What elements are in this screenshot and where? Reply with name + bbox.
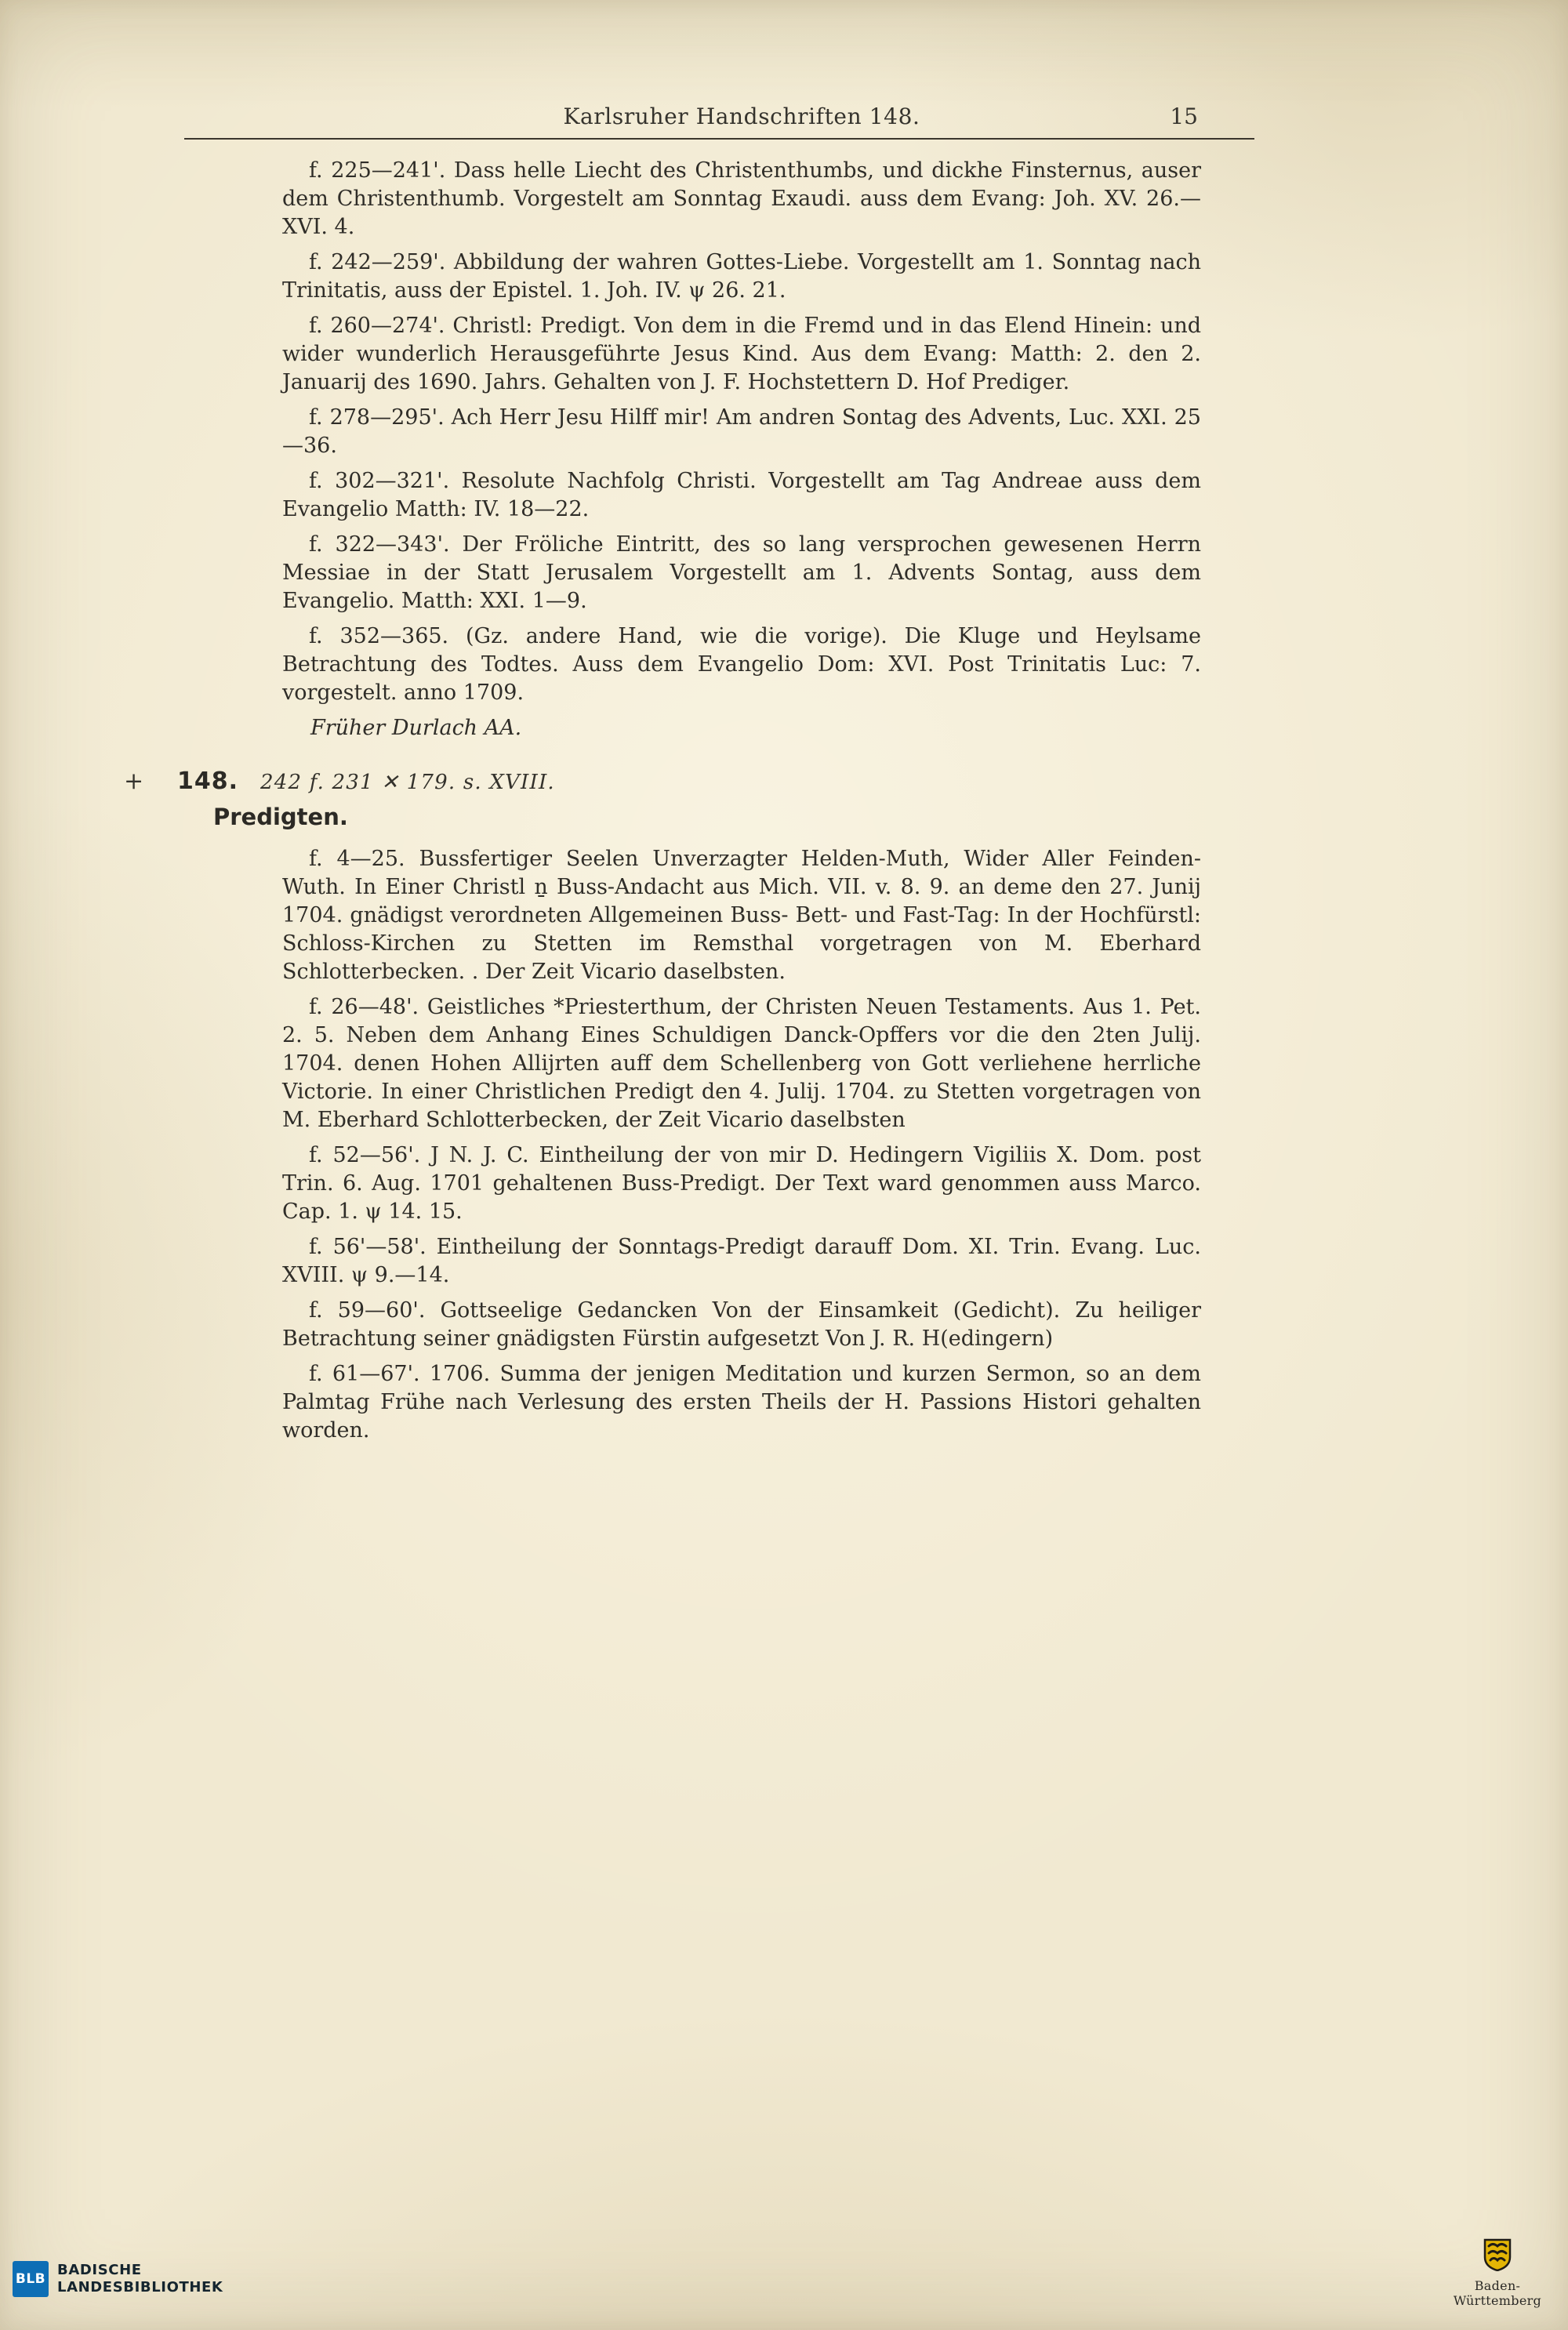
catalog-paragraph: f. 302—321'. Resolute Nachfolg Christi. Vorgestellt am Tag Andreae auss dem Evangelio Matth: IV. 18—22. bbox=[282, 469, 1201, 521]
page-number: 15 bbox=[1170, 103, 1198, 129]
catalog-paragraph: f. 26—48'. Geistliches *Priesterthum, der Christen Neuen Testaments. Aus 1. Pet. 2. 5. Neben dem Anhang Eines Schuldigen Danck-Opffers vor die den 2ten Julij. 1704. denen Hohen Allijrten auff dem Schellenberg von Gott verliehene herrliche Victorie. In einer Christlichen Predigt den 4. Julij. 1704. zu Stetten vorgetragen von M. Eberhard Schlotterbecken, der Zeit Vicario daselbsten bbox=[282, 995, 1201, 1132]
catalog-paragraph: f. 278—295'. Ach Herr Jesu Hilff mir! Am andren Sontag des Advents, Luc. XXI. 25—36. bbox=[282, 405, 1201, 458]
library-name-line2: LANDESBIBLIOTHEK bbox=[57, 2279, 223, 2296]
baden-wuerttemberg-label: Baden-Württemberg bbox=[1453, 2278, 1542, 2308]
catalog-paragraph: f. 56'—58'. Eintheilung der Sonntags-Predigt darauff Dom. XI. Trin. Evang. Luc. XVIII. ψ 9.—14. bbox=[282, 1235, 1201, 1287]
catalog-text-block bbox=[124, 140, 1201, 1445]
running-title: Karlsruher Handschriften 148. bbox=[563, 103, 920, 129]
catalog-paragraph: f. 225—241'. Dass helle Liecht des Christenthumbs, und dickhe Finsternus, auser dem Christenthumb. Vorgestelt am Sonntag Exaudi. auss dem Evang: Joh. XV. 26.—XVI. 4. bbox=[282, 158, 1201, 239]
catalog-paragraph: f. 260—274'. Christl: Predigt. Von dem in die Fremd und in das Elend Hinein: und wider wunderlich Herausgeführte Jesus Kind. Aus dem Evang: Matth: 2. den 2. Januarij des 1690. Jahrs. Gehalten von J. F. Hochstettern D. Hof Prediger. bbox=[282, 314, 1201, 394]
baden-wuerttemberg-coat-of-arms-icon bbox=[1483, 2238, 1512, 2271]
catalog-paragraph: f. 352—365. (Gz. andere Hand, wie die vorige). Die Kluge und Heylsame Betrachtung des Todtes. Auss dem Evangelio Dom: XVI. Post Trinitatis Luc: 7. vorgestelt. anno 1709. bbox=[282, 624, 1201, 705]
catalog-paragraph: f. 4—25. Bussfertiger Seelen Unverzagter Helden-Muth, Wider Aller Feinden-Wuth. In Einer Christl ṉ Buss-Andacht aus Mich. VII. v. 8. 9. an deme den 27. Junij 1704. gnädigst verordneten Allgemeinen Buss- Bett- und Fast-Tag: In der Hochfürstl: Schloss-Kirchen zu Stetten im Remsthal vorgetragen von M. Eberhard Schlotterbecken. . Der Zeit Vicario daselbsten. bbox=[282, 847, 1201, 984]
running-head bbox=[184, 103, 1254, 135]
provenance-note: Früher Durlach AA. bbox=[310, 716, 522, 740]
catalog-paragraph: f. 61—67'. 1706. Summa der jenigen Meditation und kurzen Sermon, so an dem Palmtag Frühe nach Verlesung des ersten Theils der H. Passions Histori gehalten worden. bbox=[282, 1362, 1201, 1443]
entry-title: Predigten. bbox=[213, 804, 348, 830]
entry-148-heading bbox=[124, 768, 1201, 797]
entry-plus-marker: + bbox=[124, 768, 144, 795]
entry-collation: 242 f. 231 ✕ 179. s. XVIII. bbox=[260, 771, 555, 794]
state-branding bbox=[1435, 2238, 1560, 2308]
blb-logo: BLB bbox=[13, 2261, 49, 2297]
library-name-line1: BADISCHE bbox=[57, 2262, 142, 2278]
catalog-paragraph: f. 52—56'. J N. J. C. Eintheilung der von mir D. Hedingern Vigiliis X. Dom. post Trin. 6. Aug. 1701 gehaltenen Buss-Predigt. Der Text ward genommen auss Marco. Cap. 1. ψ 14. 15. bbox=[282, 1143, 1201, 1224]
library-branding bbox=[13, 2261, 223, 2297]
catalog-paragraph: f. 322—343'. Der Fröliche Eintritt, des so lang versprochen gewesenen Herrn Messiae in der Statt Jerusalem Vorgestellt am 1. Advents Sontag, auss dem Evangelio. Matth: XXI. 1—9. bbox=[282, 532, 1201, 613]
catalog-paragraph: f. 59—60'. Gottseelige Gedancken Von der Einsamkeit (Gedicht). Zu heiliger Betrachtung seiner gnädigsten Fürstin aufgesetzt Von J. R. H(edingern) bbox=[282, 1298, 1201, 1351]
scanned-page-content bbox=[124, 0, 1254, 1452]
library-name bbox=[57, 2262, 223, 2296]
catalog-paragraph: f. 242—259'. Abbildung der wahren Gottes-Liebe. Vorgestellt am 1. Sonntag nach Trinitatis, auss der Epistel. 1. Joh. IV. ψ 26. 21. bbox=[282, 250, 1201, 303]
entry-number: 148. bbox=[177, 768, 239, 795]
